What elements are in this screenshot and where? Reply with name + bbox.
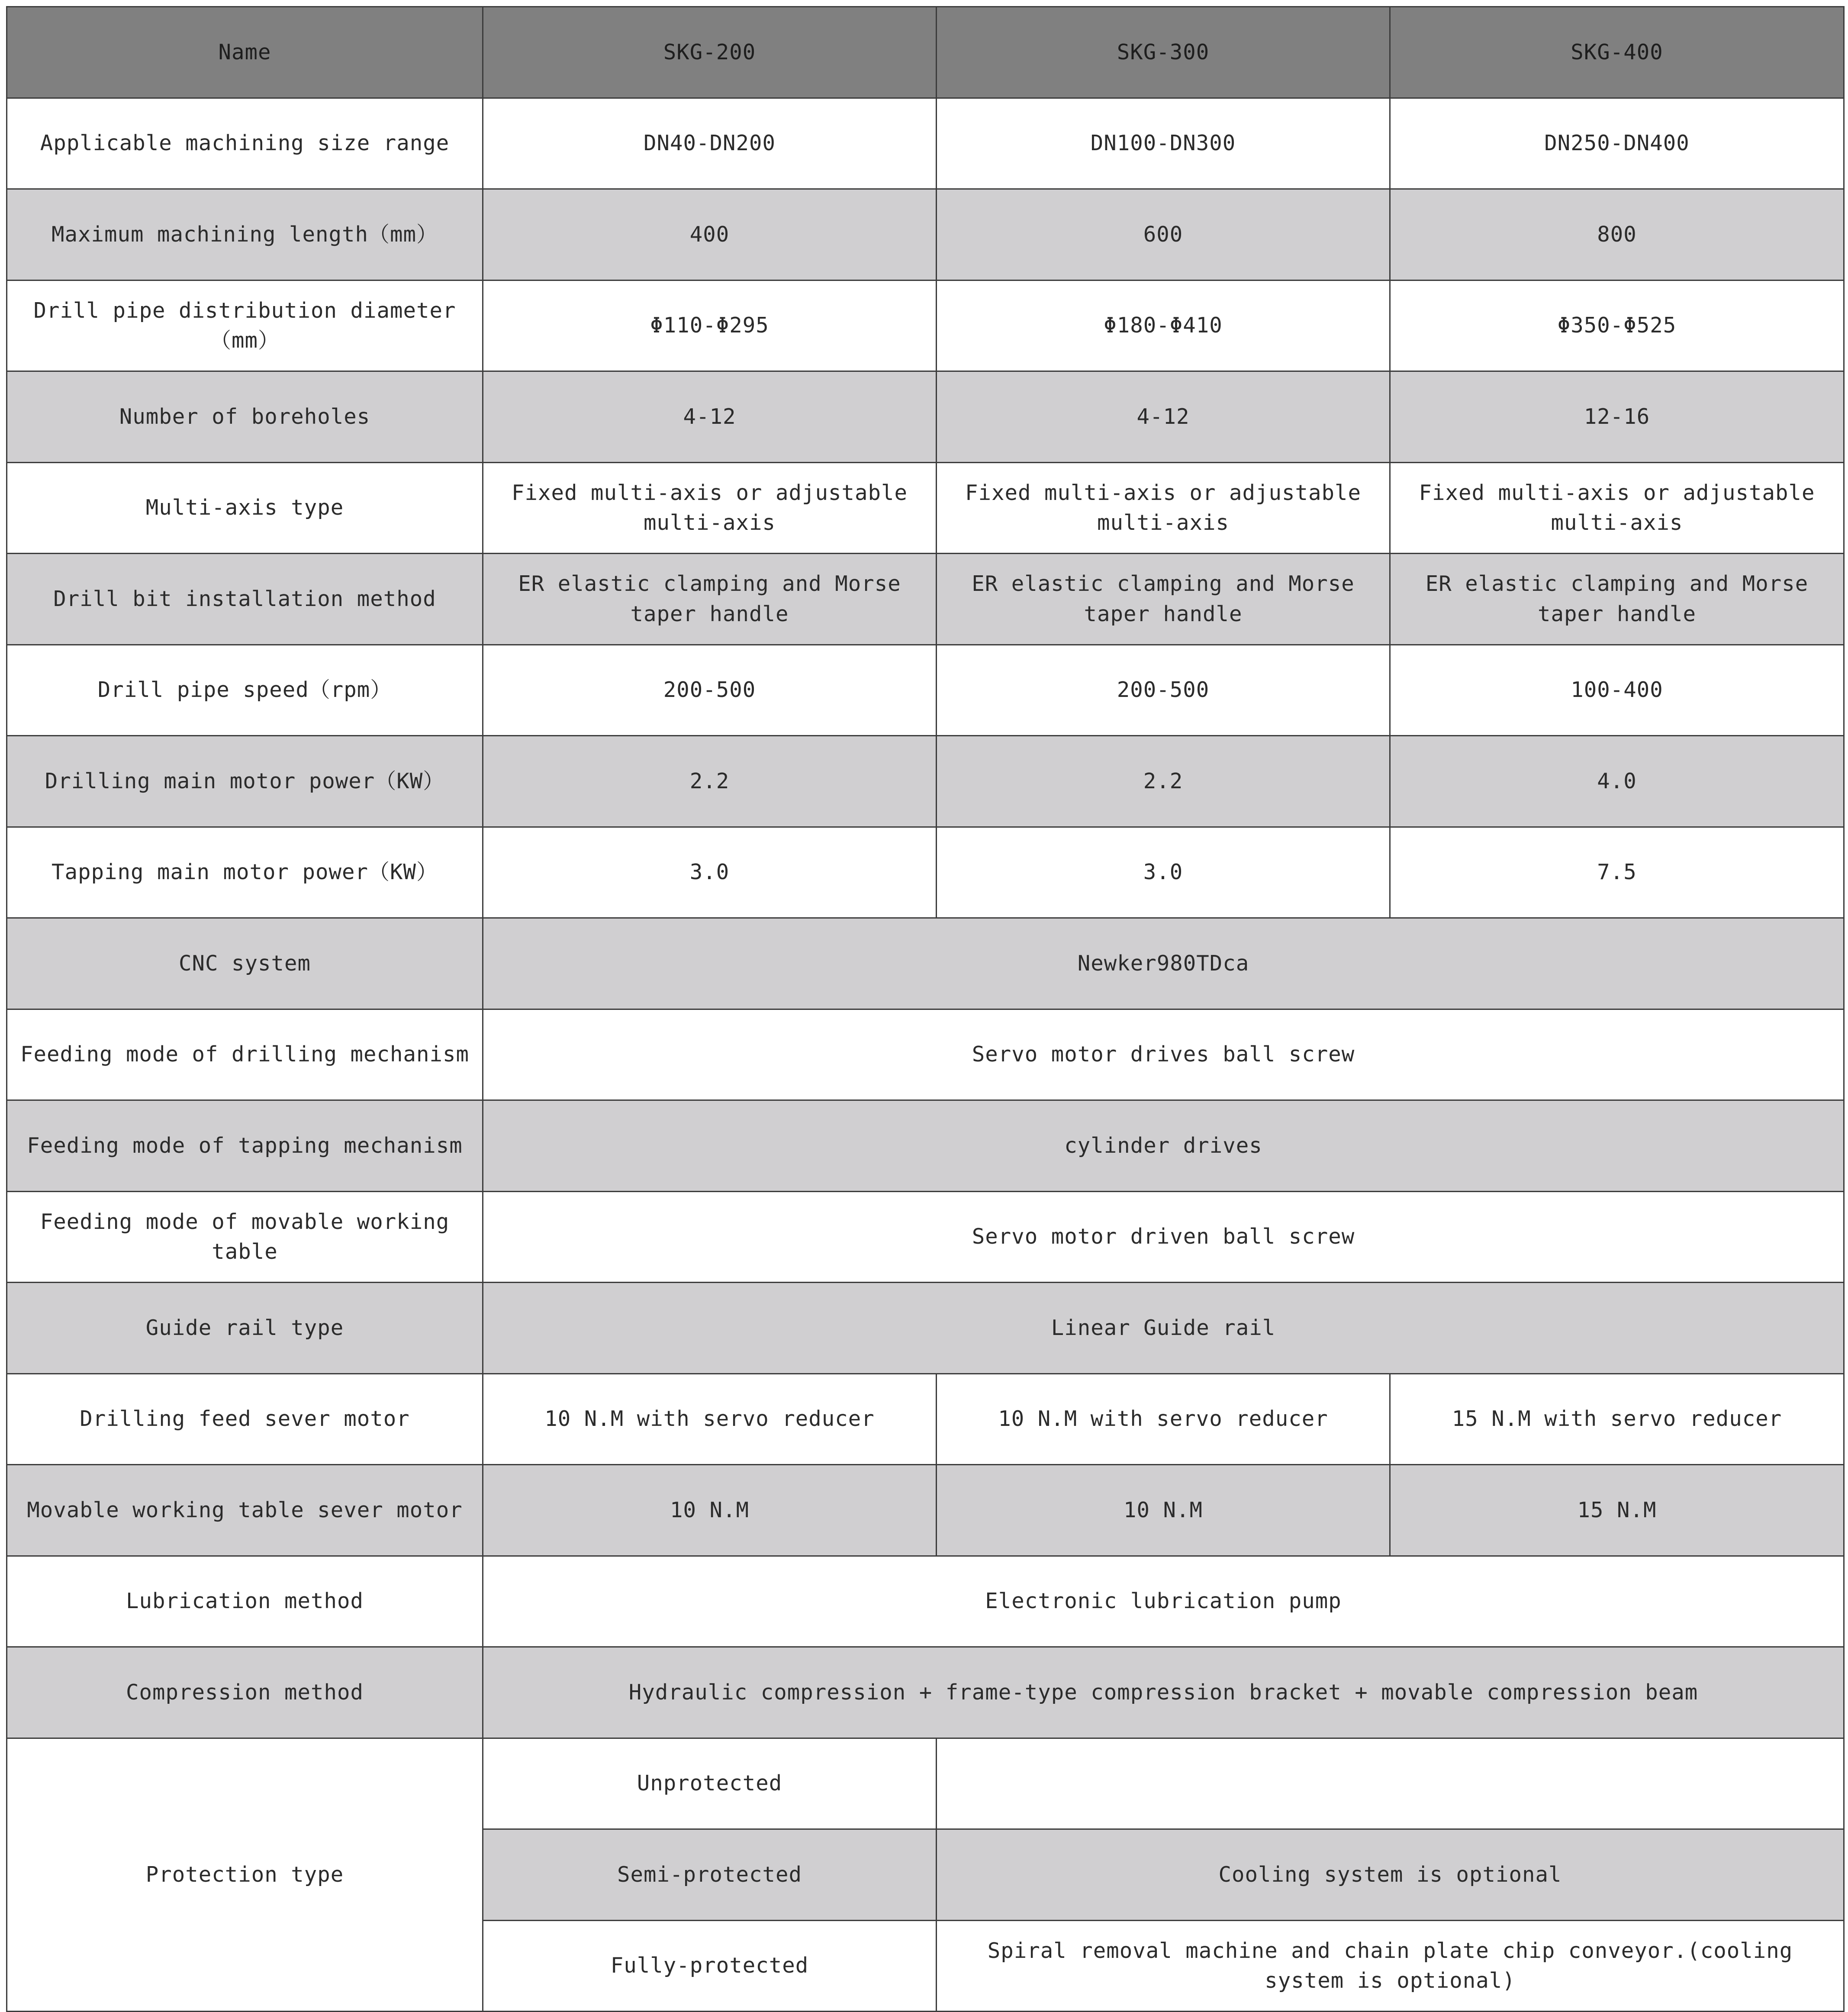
protection-option-type: Semi-protected: [483, 1829, 937, 1921]
table-row: [7, 1283, 1844, 1374]
header-model-skg-200: SKG-200: [483, 7, 937, 98]
row-label: Maximum machining length（mm）: [7, 189, 483, 281]
row-label: Drilling main motor power（KW）: [7, 736, 483, 827]
row-value: 4.0: [1390, 736, 1844, 827]
table-row: [7, 827, 1844, 918]
header-row: [7, 7, 1844, 98]
protection-row-unprotected: [7, 1738, 1844, 1829]
table-row: [7, 1556, 1844, 1647]
row-value-span: Newker980TDca: [483, 918, 1844, 1009]
row-value: ER elastic clamping and Morse taper handle: [937, 554, 1390, 645]
row-label: Feeding mode of movable working table: [7, 1191, 483, 1283]
row-value-span: Electronic lubrication pump: [483, 1556, 1844, 1647]
row-value-span: Linear Guide rail: [483, 1283, 1844, 1374]
row-value: 7.5: [1390, 827, 1844, 918]
row-value: Φ110-Φ295: [483, 280, 937, 371]
row-value: 400: [483, 189, 937, 281]
table-row: [7, 280, 1844, 371]
row-label: Applicable machining size range: [7, 98, 483, 189]
row-value: 10 N.M: [483, 1465, 937, 1556]
row-value: DN250-DN400: [1390, 98, 1844, 189]
row-value: 10 N.M with servo reducer: [483, 1374, 937, 1465]
row-value: 2.2: [937, 736, 1390, 827]
row-value: 100-400: [1390, 645, 1844, 736]
row-value: 10 N.M with servo reducer: [937, 1374, 1390, 1465]
row-value: 800: [1390, 189, 1844, 281]
table-row: [7, 918, 1844, 1009]
row-label: Multi-axis type: [7, 462, 483, 554]
table-row: [7, 1009, 1844, 1100]
table-row: [7, 1374, 1844, 1465]
row-value: Φ180-Φ410: [937, 280, 1390, 371]
row-label: Guide rail type: [7, 1283, 483, 1374]
header-model-skg-400: SKG-400: [1390, 7, 1844, 98]
row-label: Drill pipe distribution diameter（mm）: [7, 280, 483, 371]
table-row: [7, 462, 1844, 554]
row-label: Lubrication method: [7, 1556, 483, 1647]
header-name-cell: Name: [7, 7, 483, 98]
table-row: [7, 736, 1844, 827]
row-label: Movable working table sever motor: [7, 1465, 483, 1556]
row-value: Fixed multi-axis or adjustable multi-axis: [1390, 462, 1844, 554]
protection-type-label: Protection type: [7, 1738, 483, 2012]
protection-option-note: [937, 1738, 1844, 1829]
protection-option-type: Fully-protected: [483, 1920, 937, 2012]
table-row: [7, 1647, 1844, 1738]
row-value: 12-16: [1390, 371, 1844, 463]
row-value: 4-12: [483, 371, 937, 463]
row-value: ER elastic clamping and Morse taper handle: [483, 554, 937, 645]
row-label: Drill pipe speed（rpm）: [7, 645, 483, 736]
row-label: Number of boreholes: [7, 371, 483, 463]
row-label: Compression method: [7, 1647, 483, 1738]
row-value: Φ350-Φ525: [1390, 280, 1844, 371]
row-value: 4-12: [937, 371, 1390, 463]
row-value: 10 N.M: [937, 1465, 1390, 1556]
row-value-span: Servo motor driven ball screw: [483, 1191, 1844, 1283]
row-value: DN40-DN200: [483, 98, 937, 189]
row-value: 200-500: [483, 645, 937, 736]
table-row: [7, 1100, 1844, 1192]
row-value: 15 N.M: [1390, 1465, 1844, 1556]
row-value: Fixed multi-axis or adjustable multi-axis: [937, 462, 1390, 554]
row-value-span: Hydraulic compression + frame-type compression bracket + movable compression beam: [483, 1647, 1844, 1738]
row-label: CNC system: [7, 918, 483, 1009]
row-label: Drilling feed sever motor: [7, 1374, 483, 1465]
table-row: [7, 371, 1844, 463]
table-row: [7, 554, 1844, 645]
row-value: 3.0: [937, 827, 1390, 918]
table-row: [7, 1191, 1844, 1283]
row-value: ER elastic clamping and Morse taper handle: [1390, 554, 1844, 645]
table-row: [7, 645, 1844, 736]
row-value: 2.2: [483, 736, 937, 827]
table-row: [7, 189, 1844, 281]
protection-option-note: Cooling system is optional: [937, 1829, 1844, 1921]
row-value-span: cylinder drives: [483, 1100, 1844, 1192]
protection-option-note: Spiral removal machine and chain plate chip conveyor.(cooling system is optional): [937, 1920, 1844, 2012]
row-label: Feeding mode of drilling mechanism: [7, 1009, 483, 1100]
row-value-span: Servo motor drives ball screw: [483, 1009, 1844, 1100]
row-value: DN100-DN300: [937, 98, 1390, 189]
row-value: Fixed multi-axis or adjustable multi-axis: [483, 462, 937, 554]
row-label: Feeding mode of tapping mechanism: [7, 1100, 483, 1192]
row-value: 3.0: [483, 827, 937, 918]
table-row: [7, 1465, 1844, 1556]
table-row: [7, 98, 1844, 189]
row-value: 200-500: [937, 645, 1390, 736]
row-label: Tapping main motor power（KW）: [7, 827, 483, 918]
row-value: 600: [937, 189, 1390, 281]
row-label: Drill bit installation method: [7, 554, 483, 645]
spec-table: [6, 6, 1845, 2012]
row-value: 15 N.M with servo reducer: [1390, 1374, 1844, 1465]
protection-option-type: Unprotected: [483, 1738, 937, 1829]
header-model-skg-300: SKG-300: [937, 7, 1390, 98]
